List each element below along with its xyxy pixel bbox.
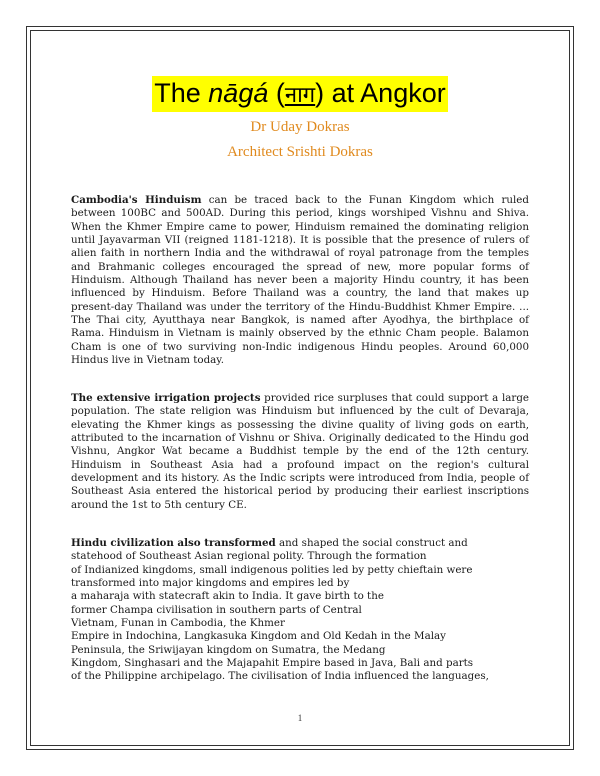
title-prefix: The: [154, 78, 209, 108]
author-name: Dr Uday Dokras: [250, 119, 350, 135]
title-rest: ) at Angkor: [315, 78, 446, 108]
paragraph-line: of Indianized kingdoms, small indigenous polities led by petty chieftain were: [71, 563, 473, 576]
author-architect: Architect Srishti Dokras: [227, 144, 373, 160]
paragraph-lead: The extensive irrigation projects: [71, 392, 261, 404]
paragraph-line: transformed into major kingdoms and empires led by: [71, 577, 350, 590]
title-naga-italic: nāgá: [208, 78, 269, 108]
paragraph-line: of the Philippine archipelago. The civilisation of India influenced the languages,: [71, 670, 489, 683]
title-devanagari: नाग: [284, 82, 316, 107]
paragraph-line: Hindu civilization also transformed and shaped the social construct and: [71, 537, 468, 549]
paragraph-lead: Hindu civilization also transformed: [71, 537, 276, 549]
paragraph-cambodia-hinduism: [71, 194, 529, 367]
paragraph-line: statehood of Southeast Asian regional polity. Through the formation: [71, 550, 427, 563]
page-number: 1: [297, 713, 303, 723]
paragraph-hindu-civilization: [71, 537, 529, 684]
paragraph-line: Peninsula, the Sriwijayan kingdom on Sumatra, the Medang: [71, 643, 386, 656]
paragraph-line: Kingdom, Singhasari and the Majapahit Empire based in Java, Bali and parts: [71, 657, 474, 670]
paragraph-line: former Champa civilisation in southern parts of Central: [71, 603, 362, 616]
paragraph-line: Vietnam, Funan in Cambodia, the Khmer: [71, 617, 285, 630]
page-title: [152, 76, 447, 112]
title-container: [0, 76, 600, 112]
paragraph-body: provided rice surpluses that could support a large population. The state religion was Hinduism but influenced by the cult of Devaraja, elevating the Khmer kings as possessing the divine quality of living gods on earth, attributed to the incarnation of Vishnu or Shiva. Originally dedicated to the Hindu god Vishnu, Angkor Wat became a Buddhist temple by the end of the 12th century. Hinduism in Southeast Asia had a profound impact on the region's cultural development and its history. As the Indic scripts were introduced from India, people of Southeast Asia entered the historical period by producing their earliest inscriptions around the 1st to 5th century CE.: [71, 392, 529, 511]
paragraph-lead: Cambodia's Hinduism: [71, 194, 202, 206]
title-open-paren: (: [268, 78, 285, 108]
paragraph-irrigation: [71, 392, 529, 512]
paragraph-line: Empire in Indochina, Langkasuka Kingdom and Old Kedah in the Malay: [71, 630, 446, 643]
paragraph-line: a maharaja with statecraft akin to India. It gave birth to the: [71, 590, 384, 603]
paragraph-body: can be traced back to the Funan Kingdom which ruled between 100BC and 500AD. During this period, kings worshiped Vishnu and Shiva. When the Khmer Empire came to power, Hinduism remained the dominating religion until Jayavarman VII (reigned 1181-1218). It is possible that the presence of rulers of alien faith in northern India and the withdrawal of royal patronage from the temples and Brahmanic colleges encouraged the spread of new, more popular forms of Hinduism. Although Thailand has never been a majority Hindu country, it has been influenced by Hinduism. Before Thailand was a country, the land that makes up present-day Thailand was under the territory of the Hindu-Buddhist Khmer Empire. ... The Thai city, Ayutthaya near Bangkok, is named after Ayodhya, the birthplace of Rama. Hinduism in Vietnam is mainly observed by the ethnic Cham people. Balamon Cham is one of two surviving non-Indic indigenous Hindu peoples. Around 60,000 Hindus live in Vietnam today.: [71, 194, 529, 367]
